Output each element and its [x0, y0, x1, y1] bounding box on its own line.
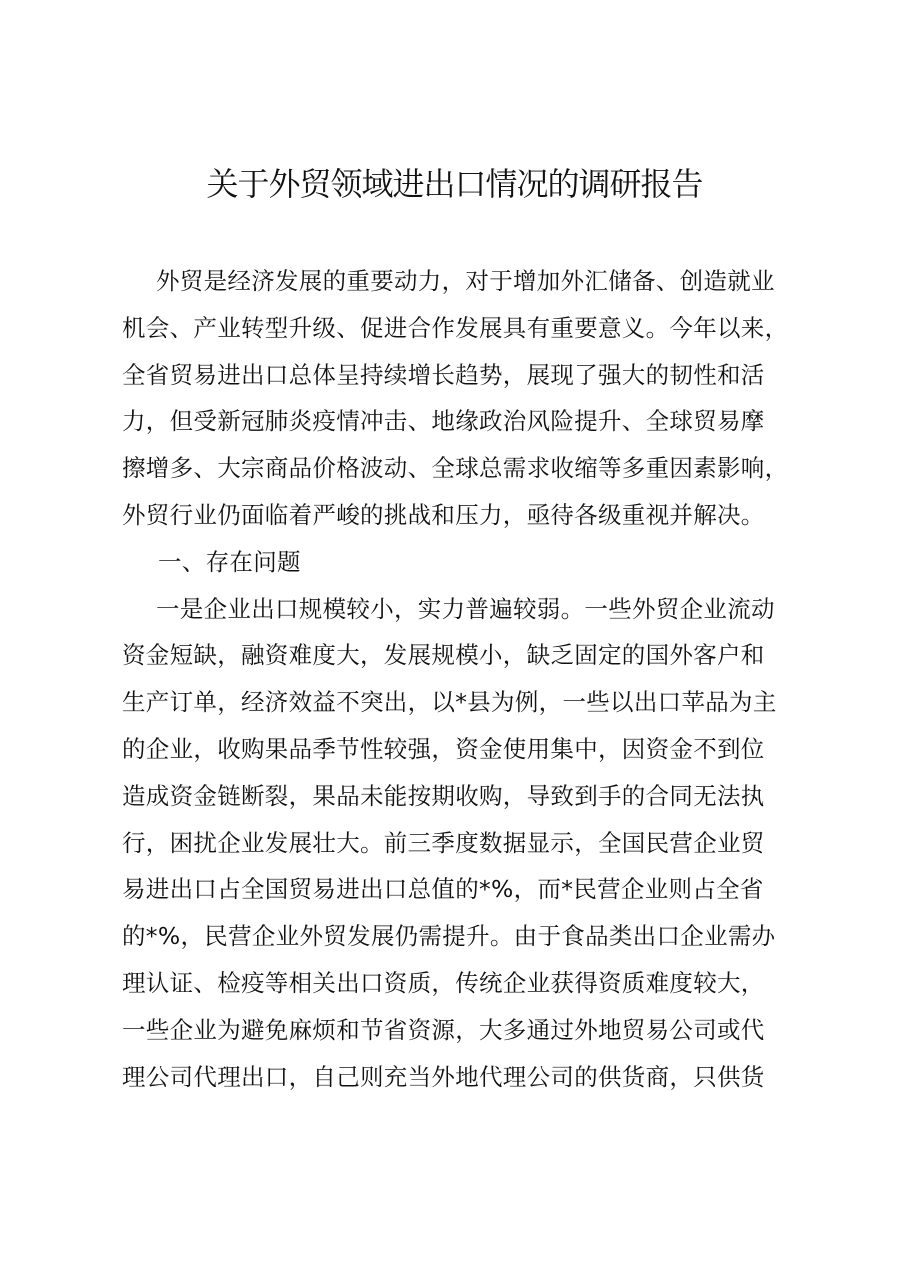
section-heading: 一、存在问题 — [158, 547, 301, 576]
paragraph-line: 力，但受新冠肺炎疫情冲击、地缘政治风险提升、全球贸易摩 — [122, 407, 765, 436]
paragraph-line: 一是企业出口规模较小，实力普遍较弱。一些外贸企业流动 — [156, 594, 775, 623]
paragraph-line: 的企业，收购果品季节性较强，资金使用集中，因资金不到位 — [122, 734, 765, 763]
paragraph-line: 全省贸易进出口总体呈持续增长趋势，展现了强大的韧性和活 — [122, 360, 765, 389]
paragraph-line: 外贸是经济发展的重要动力，对于增加外汇储备、创造就业 — [156, 267, 775, 295]
document-title: 关于外贸领域进出口情况的调研报告 — [206, 165, 703, 203]
paragraph-line: 行，困扰企业发展壮大。前三季度数据显示，全国民营企业贸 — [122, 828, 765, 857]
paragraph-line: 外贸行业仍面临着严峻的挑战和压力，亟待各级重视并解决。 — [122, 500, 765, 529]
paragraph-line: 理公司代理出口，自己则充当外地代理公司的供货商，只供货 — [122, 1062, 765, 1091]
paragraph-line: 机会、产业转型升级、促进合作发展具有重要意义。今年以来， — [122, 313, 789, 342]
paragraph-line: 易进出口占全国贸易进出口总值的*%，而*民营企业则占全省 — [122, 875, 764, 904]
paragraph-line: 资金短缺，融资难度大，发展规模小，缺乏固定的国外客户和 — [122, 641, 765, 670]
paragraph-line: 的*%，民营企业外贸发展仍需提升。由于食品类出口企业需办 — [122, 922, 776, 951]
paragraph-line: 生产订单，经济效益不突出，以*县为例，一些以出口苹品为主 — [122, 688, 777, 717]
paragraph-line: 一些企业为避免麻烦和节省资源，大多通过外地贸易公司或代 — [122, 1015, 765, 1044]
paragraph-line: 造成资金链断裂，果品未能按期收购，导致到手的合同无法执 — [122, 781, 765, 810]
paragraph-line: 擦增多、大宗商品价格波动、全球总需求收缩等多重因素影响， — [122, 454, 789, 483]
document-body — [122, 258, 812, 1100]
paragraph-line: 理认证、检疫等相关出口资质，传统企业获得资质难度较大， — [122, 968, 765, 997]
